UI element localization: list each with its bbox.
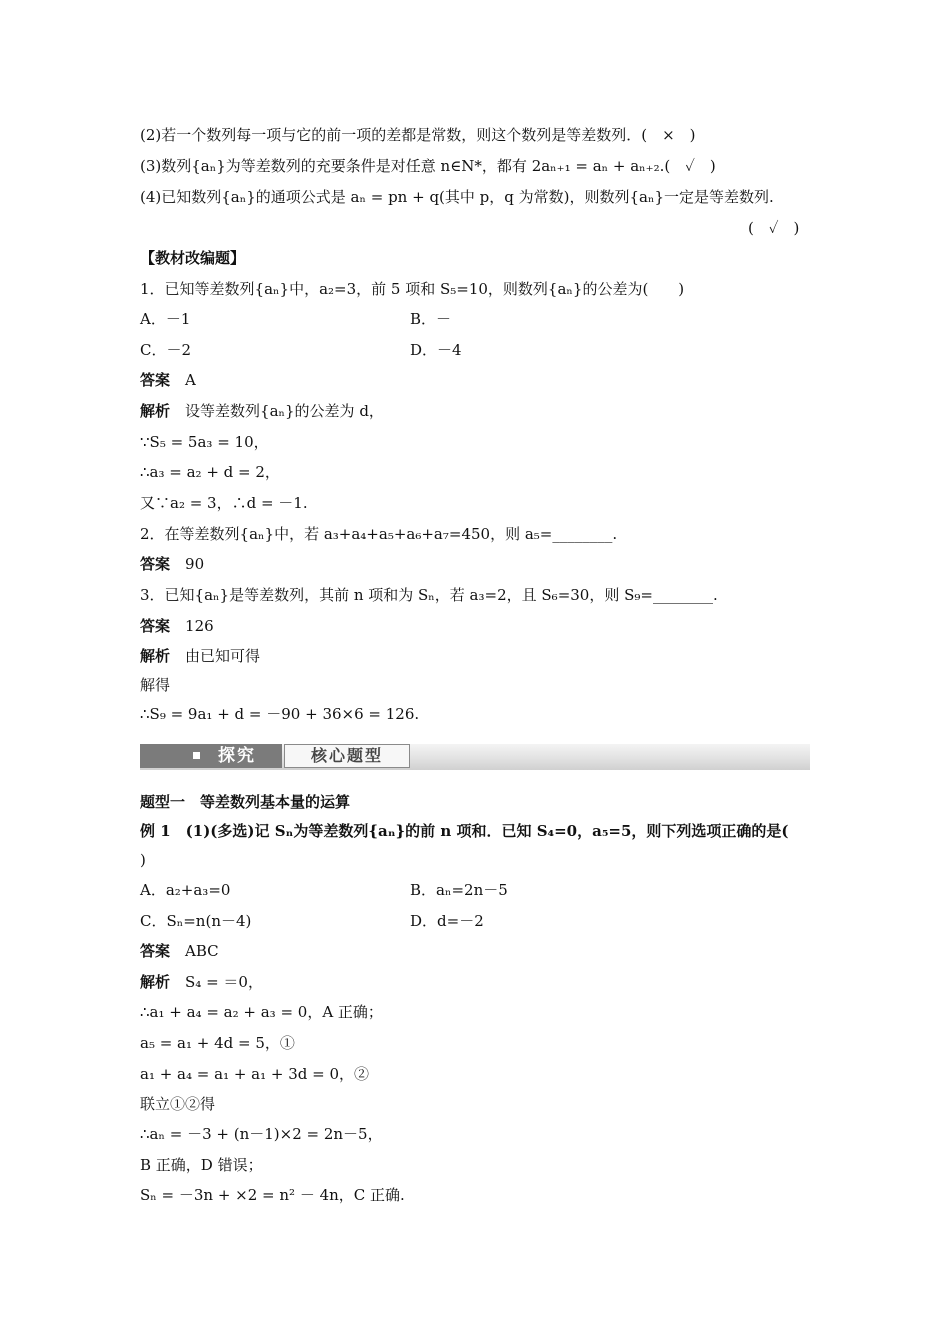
q3-answer-row	[140, 616, 214, 636]
topic-heading: 题型一 等差数列基本量的运算	[140, 793, 351, 811]
q2-answer-row	[140, 554, 204, 574]
square-bullet-icon	[193, 752, 200, 759]
example1-step: ∴aₙ = －3 + (n－1)×2 = 2n－5，	[140, 1125, 383, 1143]
example1-option-a: A．a₂+a₃=0	[140, 881, 231, 899]
q3-analysis-row	[140, 646, 260, 666]
q3-answer: 126	[185, 617, 214, 635]
example1-step: ∴a₁ + a₄ = a₂ + a₃ = 0，A 正确；	[140, 1003, 383, 1021]
example1-option-b: B．aₙ=2n－5	[410, 881, 508, 899]
q1-option-c: C．－2	[140, 341, 192, 359]
answer-label: 答案	[140, 617, 171, 635]
analysis-label: 解析	[140, 647, 171, 665]
example1-analysis-row	[140, 972, 263, 992]
example1-step: a₁ + a₄ = a₁ + a₁ + 3d = 0，②	[140, 1065, 370, 1083]
analysis-label: 解析	[140, 402, 171, 420]
example1-step: a₅ = a₁ + 4d = 5，①	[140, 1034, 295, 1052]
q3-step: 解得	[140, 676, 171, 694]
banner-left-label: 探究	[218, 746, 256, 766]
q2-answer: 90	[185, 555, 205, 573]
q1-answer: A	[185, 371, 196, 389]
q1-analysis: 设等差数列{aₙ}的公差为 d，	[185, 402, 384, 420]
banner-core-types: 核心题型	[284, 744, 410, 768]
example1-step: 联立①②得	[140, 1095, 216, 1113]
q3-stem: 3．已知{aₙ}是等差数列，其前 n 项和为 Sₙ，若 a₃=2，且 S₆=30，则 S₉=________.	[140, 586, 718, 604]
q1-option-a: A．－1	[140, 310, 191, 328]
example1-step: Sₙ = －3n + ×2 = n² － 4n，C 正确.	[140, 1186, 405, 1204]
q2-stem: 2．在等差数列{aₙ}中，若 a₃+a₄+a₅+a₆+a₇=450，则 a₅=________.	[140, 525, 618, 543]
q1-step: ∴a₃ = a₂ + d = 2，	[140, 463, 280, 481]
answer-label: 答案	[140, 942, 171, 960]
example1-answer: ABC	[185, 942, 219, 960]
analysis-label: 解析	[140, 973, 171, 991]
judge-item-2: (2)若一个数列每一项与它的前一项的差都是常数，则这个数列是等差数列．( × )	[140, 126, 696, 144]
q1-answer-row	[140, 370, 196, 390]
example1-step: B 正确，D 错误；	[140, 1156, 263, 1174]
answer-label: 答案	[140, 371, 171, 389]
judge-item-3: (3)数列{aₙ}为等差数列的充要条件是对任意 n∈N*，都有 2aₙ₊₁ = aₙ + aₙ₊₂.( ✓ )	[140, 157, 716, 175]
example1-stem-line1	[140, 821, 789, 841]
q3-step: ∴S₉ = 9a₁ + d = －90 + 36×6 = 126.	[140, 705, 420, 723]
q1-option-d: D．－4	[410, 341, 462, 359]
q1-step: ∵S₅ = 5a₃ = 10，	[140, 433, 269, 451]
q1-option-b: B．－	[410, 310, 452, 328]
q1-stem: 1．已知等差数列{aₙ}中，a₂=3，前 5 项和 S₅=10，则数列{aₙ}的公差为( )	[140, 280, 685, 298]
section-title: 【教材改编题】	[140, 249, 246, 267]
judge-item-4-mark: ( ✓ )	[748, 219, 800, 237]
example1-stem: 例 1 (1)(多选)记 Sₙ为等差数列{aₙ}的前 n 项和．已知 S₄=0，a₅=5，则下列选项正确的是(	[140, 822, 789, 840]
q1-step: 又∵a₂ = 3，∴d = －1.	[140, 494, 308, 512]
banner-explore	[140, 744, 282, 768]
example1-answer-row	[140, 941, 219, 961]
example1-option-d: D．d=－2	[410, 912, 484, 930]
answer-label: 答案	[140, 555, 171, 573]
example1-stem-line2: )	[140, 851, 146, 869]
q1-analysis-row	[140, 401, 384, 421]
judge-item-4: (4)已知数列{aₙ}的通项公式是 aₙ = pn + q(其中 p，q 为常数)，则数列{aₙ}一定是等差数列.	[140, 188, 774, 206]
example1-option-c: C．Sₙ=n(n－4)	[140, 912, 252, 930]
example1-analysis: S₄ = ＝0，	[185, 973, 263, 991]
q3-analysis: 由已知可得	[185, 647, 261, 665]
